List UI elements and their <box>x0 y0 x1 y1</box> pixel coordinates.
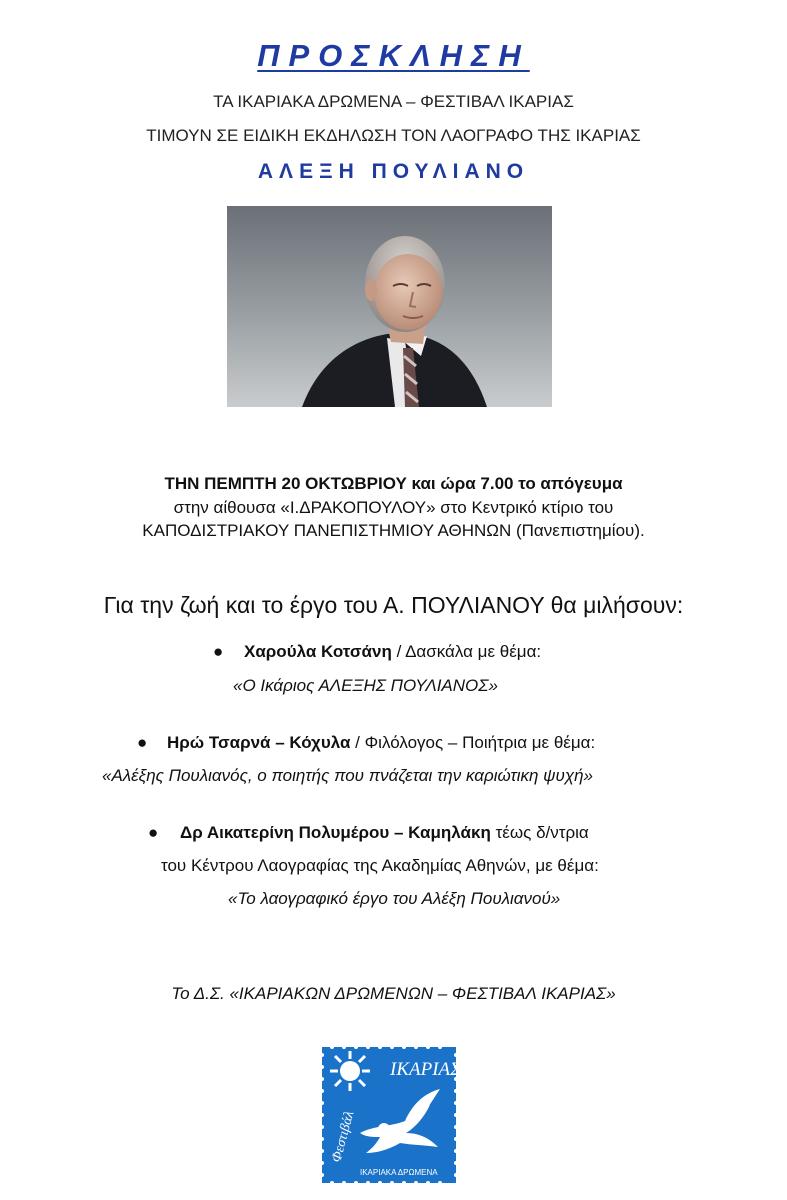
honoree-name: ΑΛΕΞΗ ΠΟΥΛΙΑΝΟ <box>257 160 530 183</box>
event-venue-building: ΚΑΠΟΔΙΣΤΡΙΑΚΟΥ ΠΑΝΕΠΙΣΤΗΜΙΟΥ ΑΘΗΝΩΝ (Πανεπιστημίου). <box>142 521 645 540</box>
event-date-time: ΤΗΝ ΠΕΜΠΤΗ 20 ΟΚΤΩΒΡΙΟΥ και ώρα 7.00 το απόγευμα <box>164 474 623 493</box>
festival-logo <box>320 1045 458 1185</box>
speaker-1-name: Χαρούλα Κοτσάνη <box>244 642 392 661</box>
speaker-3-topic: «Το λαογραφικό έργο του Αλέξη Πουλιανού» <box>228 889 561 908</box>
invitation-title: ΠΡΟΣΚΛΗΣΗ <box>257 38 530 73</box>
speaker-2 <box>167 733 595 753</box>
svg-text:ΙΚΑΡΙΑΚΑ ΔΡΩΜΕΝΑ: ΙΚΑΡΙΑΚΑ ΔΡΩΜΕΝΑ <box>360 1168 438 1177</box>
speaker-1-topic: «Ο Ικάριος ΑΛΕΞΗΣ ΠΟΥΛΙΑΝΟΣ» <box>233 676 498 695</box>
speaker-2-topic: «Αλέξης Πουλιανός, ο ποιητής που πνάζεται την καριώτικη ψυχή» <box>102 766 594 785</box>
svg-text:Φεστιβάλ: Φεστιβάλ <box>329 1109 358 1165</box>
signature-line: Το Δ.Σ. «ΙΚΑΡΙΑΚΩΝ ΔΡΩΜΕΝΩΝ – ΦΕΣΤΙΒΑΛ ΙΚΑΡΙΑΣ» <box>171 984 616 1003</box>
organizer-line: ΤΑ ΙΚΑΡΙΑΚΑ ΔΡΩΜΕΝΑ – ΦΕΣΤΙΒΑΛ ΙΚΑΡΙΑΣ <box>213 92 574 111</box>
speaker-3-role: τέως δ/ντρια <box>490 823 589 842</box>
honor-line: ΤΙΜΟΥΝ ΣΕ ΕΙΔΙΚΗ ΕΚΔΗΛΩΣΗ ΤΟΝ ΛΑΟΓΡΑΦΟ ΤΗΣ ΙΚΑΡΙΑΣ <box>146 126 641 145</box>
speaker-2-name: Ηρώ Τσαρνά – Κόχυλα <box>167 733 351 752</box>
speaker-1 <box>244 642 541 662</box>
event-venue: στην αίθουσα «Ι.ΔΡΑΚΟΠΟΥΛΟΥ» στο Κεντρικό κτίριο του <box>173 498 614 517</box>
bullet-icon: ● <box>137 733 148 752</box>
svg-text:ΙΚΑΡΙΑΣ: ΙΚΑΡΙΑΣ <box>390 1059 458 1080</box>
bullet-icon: ● <box>213 642 224 661</box>
speakers-heading: Για την ζωή και το έργο του Α. ΠΟΥΛΙΑΝΟΥ θα μιλήσουν: <box>103 592 684 618</box>
portrait-photo <box>227 206 552 407</box>
speaker-2-role: / Φιλόλογος – Ποιήτρια με θέμα: <box>350 733 596 752</box>
bullet-icon: ● <box>148 823 159 842</box>
speaker-3 <box>180 823 589 843</box>
speaker-3-role-cont: του Κέντρου Λαογραφίας της Ακαδημίας Αθηνών, με θέμα: <box>161 856 599 875</box>
speaker-3-name: Δρ Αικατερίνη Πολυμέρου – Καμηλάκη <box>180 823 491 842</box>
speaker-1-role: / Δασκάλα με θέμα: <box>391 642 542 661</box>
